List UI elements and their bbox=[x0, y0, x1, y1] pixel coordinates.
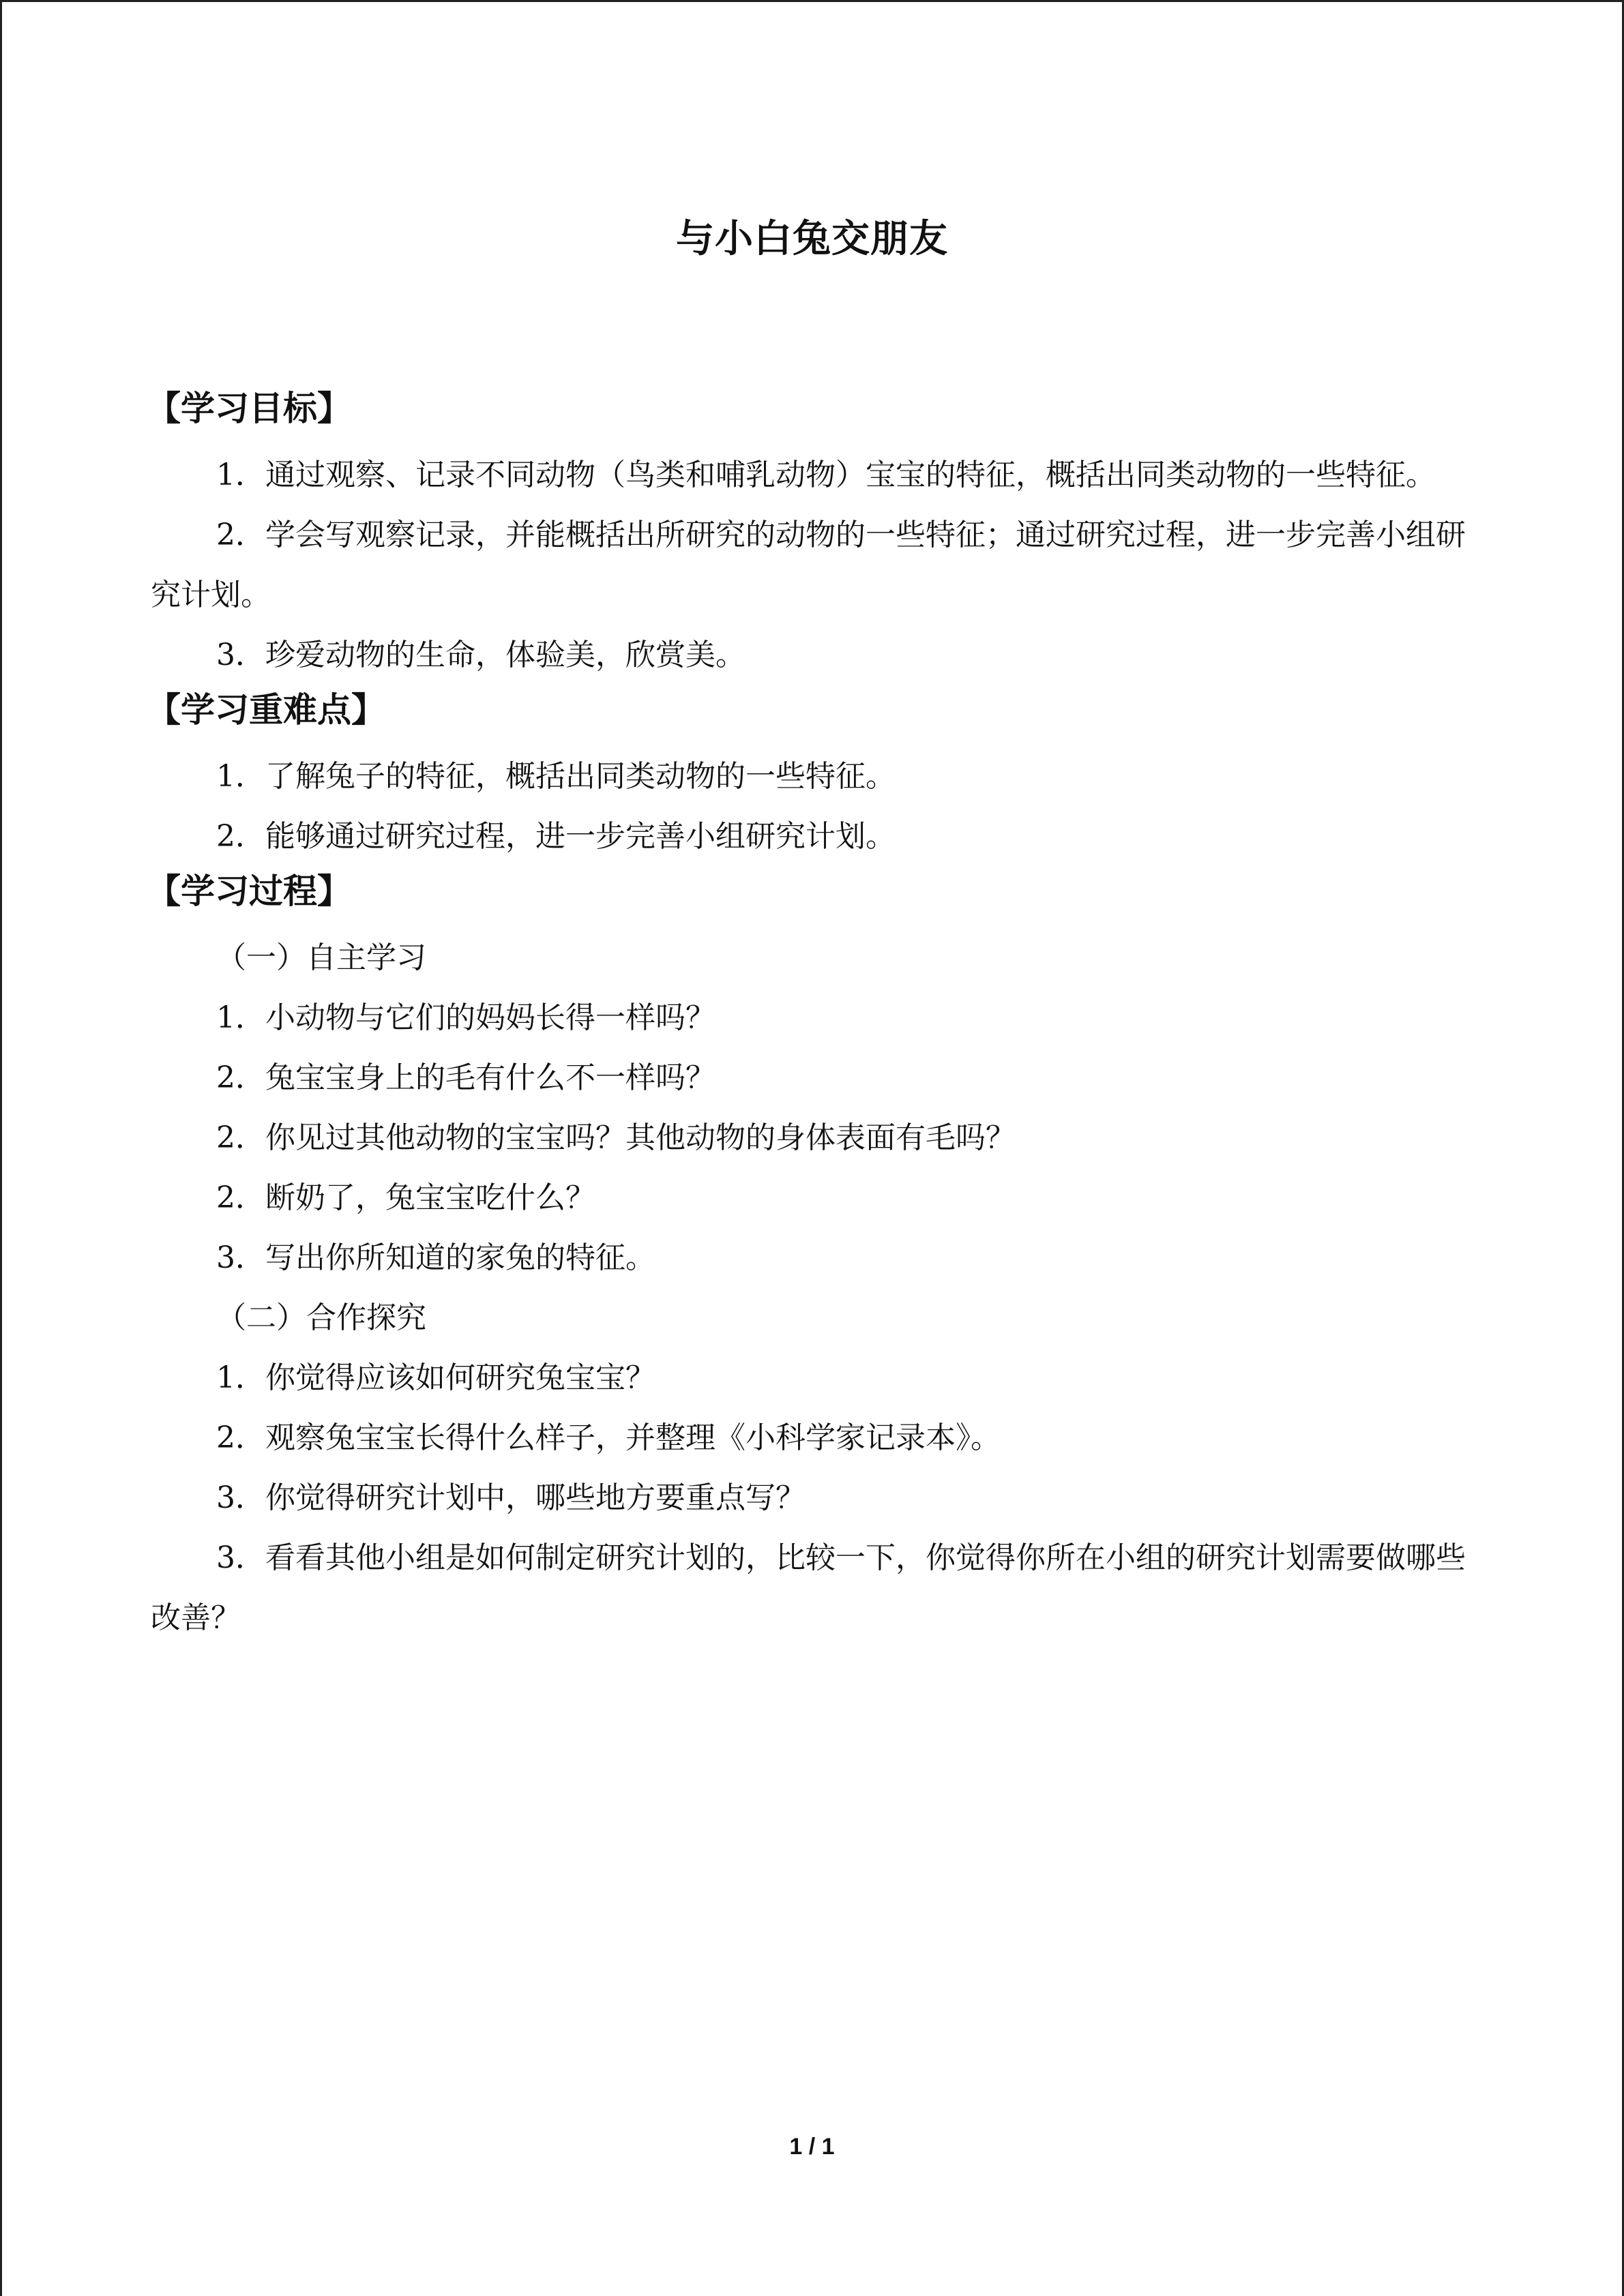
goal-item: 2．学会写观察记录，并能概括出所研究的动物的一些特征；通过研究过程，进一步完善小组研究计划。 bbox=[151, 518, 1466, 612]
key-point-item: 1．了解兔子的特征，概括出同类动物的一些特征。 bbox=[216, 759, 896, 794]
goal-item: 3．珍爱动物的生命，体验美，欣赏美。 bbox=[216, 638, 745, 672]
document-body bbox=[147, 384, 1477, 1648]
self-study-item: 3．写出你所知道的家兔的特征。 bbox=[216, 1240, 655, 1275]
self-study-item: 2．断奶了，兔宝宝吃什么？ bbox=[216, 1180, 595, 1215]
self-study-item: 1．小动物与它们的妈妈长得一样吗？ bbox=[216, 1000, 715, 1035]
key-point-item: 2．能够通过研究过程，进一步完善小组研究计划。 bbox=[216, 819, 896, 854]
section-heading-goals: 【学习目标】 bbox=[147, 389, 351, 428]
self-study-item: 2．兔宝宝身上的毛有什么不一样吗？ bbox=[216, 1060, 715, 1095]
section-heading-key-points: 【学习重难点】 bbox=[147, 690, 385, 730]
document-title: 与小白兔交朋友 bbox=[676, 217, 948, 261]
inquiry-item: 3．看看其他小组是如何制定研究计划的，比较一下，你觉得你所在小组的研究计划需要做哪些改善？ bbox=[151, 1540, 1466, 1635]
inquiry-item: 3．你觉得研究计划中，哪些地方要重点写？ bbox=[216, 1480, 806, 1515]
self-study-item: 2．你见过其他动物的宝宝吗？其他动物的身体表面有毛吗？ bbox=[216, 1120, 1016, 1155]
subsection-cooperative-inquiry: （二）合作探究 bbox=[216, 1300, 426, 1335]
section-heading-process: 【学习过程】 bbox=[147, 871, 351, 911]
inquiry-item: 2．观察兔宝宝长得什么样子，并整理《小科学家记录本》。 bbox=[216, 1420, 1001, 1455]
subsection-self-study: （一）自主学习 bbox=[216, 940, 426, 975]
page-number: 1 / 1 bbox=[789, 2134, 835, 2160]
goal-item: 1．通过观察、记录不同动物（鸟类和哺乳动物）宝宝的特征，概括出同类动物的一些特征。 bbox=[216, 458, 1436, 492]
inquiry-item: 1．你觉得应该如何研究兔宝宝？ bbox=[216, 1360, 655, 1395]
